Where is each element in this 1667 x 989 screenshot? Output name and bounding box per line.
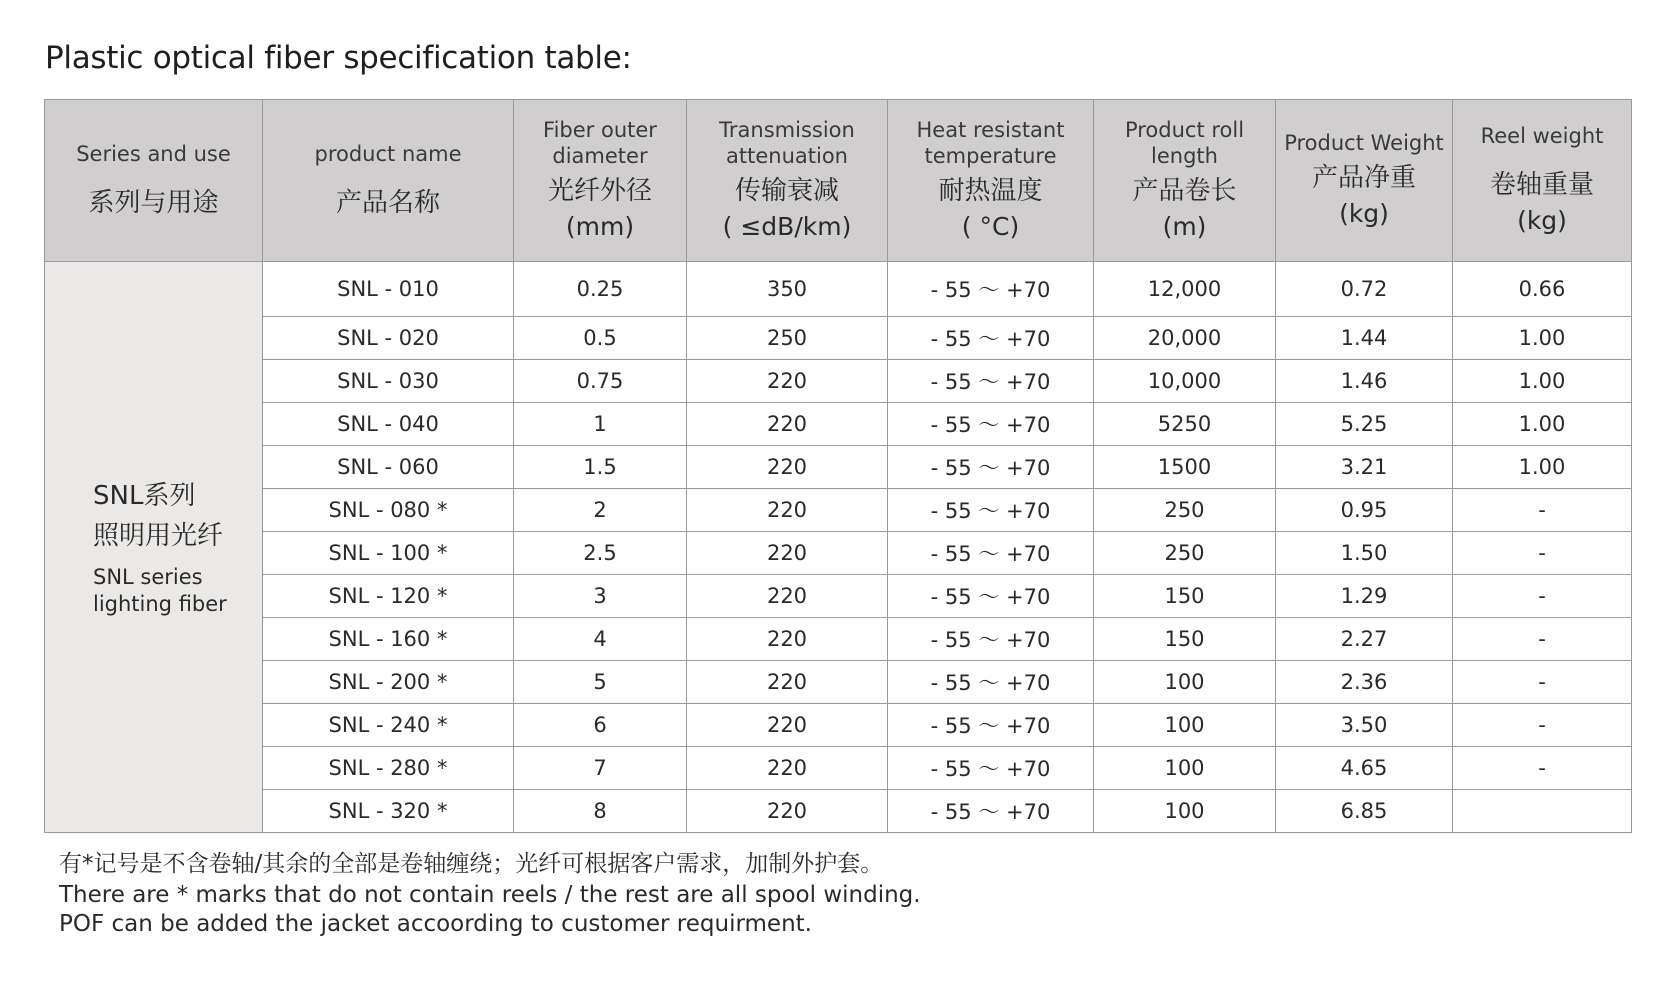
header-series-en: Series and use	[76, 141, 231, 166]
product-name-cell: SNL - 320 *	[263, 790, 514, 833]
length-cell: 20,000	[1094, 317, 1276, 360]
product-name-cell: SNL - 280 *	[263, 747, 514, 790]
header-reel	[1453, 100, 1632, 262]
reel-cell: -	[1453, 575, 1632, 618]
attenuation-cell: 220	[687, 403, 888, 446]
header-attenuation-en: Transmission attenuation	[719, 117, 855, 168]
product-name-cell: SNL - 030	[263, 360, 514, 403]
attenuation-cell: 220	[687, 704, 888, 747]
table-row	[45, 489, 1632, 532]
header-temperature-zh: 耐热温度	[938, 175, 1043, 206]
attenuation-cell: 220	[687, 661, 888, 704]
temperature-cell: - 55 ～ +70	[888, 747, 1094, 790]
weight-cell: 2.36	[1276, 661, 1453, 704]
header-diameter-zh: 光纤外径	[547, 175, 652, 206]
weight-cell: 1.44	[1276, 317, 1453, 360]
diameter-cell: 1	[514, 403, 687, 446]
header-length	[1094, 100, 1276, 262]
length-cell: 150	[1094, 575, 1276, 618]
spec-table	[44, 99, 1632, 833]
header-length-unit: (m)	[1162, 211, 1207, 241]
table-row	[45, 790, 1632, 833]
temperature-cell: - 55 ～ +70	[888, 704, 1094, 747]
reel-cell: 1.00	[1453, 360, 1632, 403]
length-cell: 100	[1094, 747, 1276, 790]
footnote-en-2: POF can be added the jacket accoording to customer requirment.	[59, 911, 812, 937]
header-row	[45, 100, 1632, 262]
diameter-cell: 0.5	[514, 317, 687, 360]
length-cell: 100	[1094, 704, 1276, 747]
weight-cell: 4.65	[1276, 747, 1453, 790]
temperature-cell: - 55 ～ +70	[888, 575, 1094, 618]
weight-cell: 2.27	[1276, 618, 1453, 661]
diameter-cell: 7	[514, 747, 687, 790]
length-cell: 1500	[1094, 446, 1276, 489]
weight-cell: 0.72	[1276, 262, 1453, 317]
product-name-cell: SNL - 200 *	[263, 661, 514, 704]
header-reel-unit: (kg)	[1517, 205, 1567, 235]
attenuation-cell: 220	[687, 575, 888, 618]
temperature-cell: - 55 ～ +70	[888, 532, 1094, 575]
diameter-cell: 0.25	[514, 262, 687, 317]
product-name-cell: SNL - 010	[263, 262, 514, 317]
header-reel-zh: 卷轴重量	[1489, 169, 1594, 200]
length-cell: 10,000	[1094, 360, 1276, 403]
diameter-cell: 2	[514, 489, 687, 532]
temperature-cell: - 55 ～ +70	[888, 489, 1094, 532]
diameter-cell: 6	[514, 704, 687, 747]
attenuation-cell: 220	[687, 618, 888, 661]
weight-cell: 5.25	[1276, 403, 1453, 446]
diameter-cell: 3	[514, 575, 687, 618]
page-title: Plastic optical fiber specification table:	[45, 40, 632, 76]
attenuation-cell: 220	[687, 747, 888, 790]
temperature-cell: - 55 ～ +70	[888, 317, 1094, 360]
table-row	[45, 575, 1632, 618]
product-name-cell: SNL - 060	[263, 446, 514, 489]
header-temperature-en: Heat resistant temperature	[916, 117, 1065, 168]
temperature-cell: - 55 ～ +70	[888, 360, 1094, 403]
header-weight-unit: (kg)	[1339, 198, 1389, 228]
product-name-cell: SNL - 080 *	[263, 489, 514, 532]
length-cell: 250	[1094, 489, 1276, 532]
reel-cell: -	[1453, 747, 1632, 790]
length-cell: 100	[1094, 661, 1276, 704]
table-row	[45, 446, 1632, 489]
weight-cell: 1.29	[1276, 575, 1453, 618]
reel-cell: -	[1453, 618, 1632, 661]
reel-cell: -	[1453, 661, 1632, 704]
header-length-zh: 产品卷长	[1132, 175, 1237, 206]
header-temperature-unit: ( °C)	[961, 211, 1020, 241]
length-cell: 150	[1094, 618, 1276, 661]
product-name-cell: SNL - 240 *	[263, 704, 514, 747]
table-row	[45, 317, 1632, 360]
header-weight	[1276, 100, 1453, 262]
length-cell: 100	[1094, 790, 1276, 833]
product-name-cell: SNL - 160 *	[263, 618, 514, 661]
temperature-cell: - 55 ～ +70	[888, 790, 1094, 833]
header-series-zh: 系列与用途	[88, 187, 219, 218]
reel-cell: -	[1453, 704, 1632, 747]
table-row	[45, 661, 1632, 704]
temperature-cell: - 55 ～ +70	[888, 403, 1094, 446]
reel-cell: -	[1453, 532, 1632, 575]
reel-cell: 1.00	[1453, 317, 1632, 360]
table-row	[45, 747, 1632, 790]
header-diameter-en: Fiber outer diameter	[543, 117, 657, 168]
attenuation-cell: 220	[687, 790, 888, 833]
attenuation-cell: 220	[687, 360, 888, 403]
weight-cell: 6.85	[1276, 790, 1453, 833]
reel-cell: 1.00	[1453, 403, 1632, 446]
attenuation-cell: 350	[687, 262, 888, 317]
header-weight-en: Product Weight	[1284, 130, 1444, 155]
series-name-en: SNL series	[93, 565, 203, 589]
table-row	[45, 532, 1632, 575]
product-name-cell: SNL - 120 *	[263, 575, 514, 618]
length-cell: 250	[1094, 532, 1276, 575]
footnote-en-1: There are * marks that do not contain reels / the rest are all spool winding.	[59, 882, 921, 908]
header-attenuation-zh: 传输衰减	[734, 175, 839, 206]
header-series	[45, 100, 263, 262]
series-use-en: lighting fiber	[93, 592, 227, 616]
reel-cell: 0.66	[1453, 262, 1632, 317]
attenuation-cell: 220	[687, 532, 888, 575]
diameter-cell: 8	[514, 790, 687, 833]
header-product-name	[263, 100, 514, 262]
header-attenuation-unit: ( ≤dB/km)	[722, 211, 852, 241]
table-row	[45, 403, 1632, 446]
header-reel-en: Reel weight	[1480, 123, 1604, 148]
header-product-name-en: product name	[314, 141, 462, 166]
temperature-cell: - 55 ～ +70	[888, 661, 1094, 704]
weight-cell: 0.95	[1276, 489, 1453, 532]
footnote-zh: 有*记号是不含卷轴/其余的全部是卷轴缠绕；光纤可根据客户需求，加制外护套。	[59, 851, 884, 877]
table-row	[45, 262, 1632, 317]
header-diameter-unit: (mm)	[565, 211, 635, 241]
diameter-cell: 1.5	[514, 446, 687, 489]
diameter-cell: 2.5	[514, 532, 687, 575]
header-diameter	[514, 100, 687, 262]
table-row	[45, 704, 1632, 747]
diameter-cell: 4	[514, 618, 687, 661]
header-temperature	[888, 100, 1094, 262]
weight-cell: 3.50	[1276, 704, 1453, 747]
reel-cell: -	[1453, 489, 1632, 532]
header-weight-zh: 产品净重	[1311, 162, 1416, 193]
diameter-cell: 5	[514, 661, 687, 704]
temperature-cell: - 55 ～ +70	[888, 446, 1094, 489]
attenuation-cell: 220	[687, 489, 888, 532]
attenuation-cell: 250	[687, 317, 888, 360]
temperature-cell: - 55 ～ +70	[888, 618, 1094, 661]
attenuation-cell: 220	[687, 446, 888, 489]
footnote	[59, 850, 921, 939]
series-use-zh: 照明用光纤	[93, 521, 224, 551]
product-name-cell: SNL - 040	[263, 403, 514, 446]
table-row	[45, 360, 1632, 403]
weight-cell: 1.50	[1276, 532, 1453, 575]
series-name-zh: SNL系列	[93, 481, 196, 511]
product-name-cell: SNL - 020	[263, 317, 514, 360]
product-name-cell: SNL - 100 *	[263, 532, 514, 575]
reel-cell	[1453, 790, 1632, 833]
length-cell: 5250	[1094, 403, 1276, 446]
weight-cell: 1.46	[1276, 360, 1453, 403]
series-cell	[45, 262, 263, 833]
header-product-name-zh: 产品名称	[335, 187, 440, 218]
reel-cell: 1.00	[1453, 446, 1632, 489]
length-cell: 12,000	[1094, 262, 1276, 317]
weight-cell: 3.21	[1276, 446, 1453, 489]
table-row	[45, 618, 1632, 661]
header-length-en: Product roll length	[1124, 117, 1245, 168]
header-attenuation	[687, 100, 888, 262]
temperature-cell: - 55 ～ +70	[888, 262, 1094, 317]
diameter-cell: 0.75	[514, 360, 687, 403]
